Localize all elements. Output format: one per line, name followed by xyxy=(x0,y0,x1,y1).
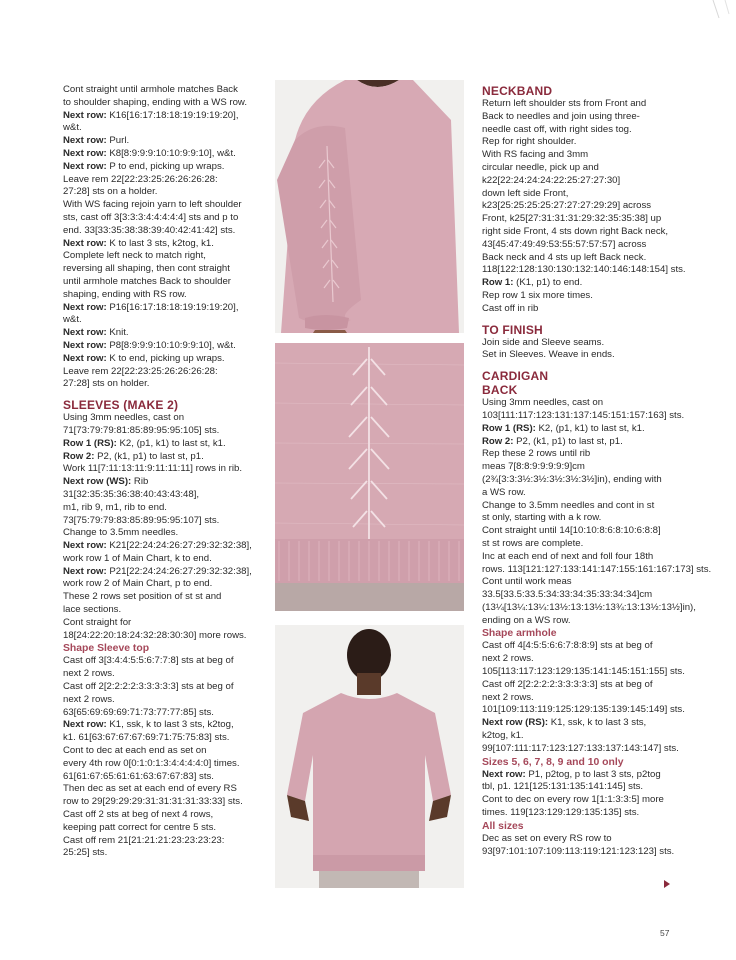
pattern-line xyxy=(63,771,263,784)
row-text: row to 29[29:29:29:31:31:31:31:33:33] sts. xyxy=(63,796,243,808)
row-text: 103[111:117:123:131:137:145:151:157:163] sts. xyxy=(482,409,685,421)
pattern-line xyxy=(63,97,263,110)
row-text: Using 3mm needles, cast on xyxy=(482,397,604,409)
row-text: rows. 113[121:127:133:141:147:155:161:167:173] sts. xyxy=(482,563,712,575)
row-text: K1, ssk, k to last 3 sts, xyxy=(548,717,647,729)
row-text: (2¾[3:3:3½:3½:3½:3½:3½]in), ending with xyxy=(482,473,662,485)
row-text: keeping patt correct for centre 5 sts. xyxy=(63,821,217,833)
row-text: K to last 3 sts, k2tog, k1. xyxy=(106,237,214,249)
pattern-line xyxy=(63,847,263,860)
row-text: Knit. xyxy=(106,327,129,339)
pattern-line xyxy=(63,199,263,212)
pattern-line xyxy=(63,732,263,745)
pattern-line xyxy=(482,409,685,423)
row-label: Next row: xyxy=(63,160,107,172)
row-label: Next row (WS): xyxy=(63,476,132,488)
pattern-line xyxy=(482,730,682,743)
pattern-line xyxy=(63,668,263,681)
row-text: 25:25] sts. xyxy=(63,847,108,859)
pattern-line xyxy=(482,149,682,162)
pattern-line xyxy=(482,679,682,692)
pattern-line xyxy=(482,576,682,589)
subsection-heading: Shape Sleeve top xyxy=(63,643,150,655)
row-label: Next row: xyxy=(63,147,107,159)
row-text: (13¼[13¼:13¼:13½:13:13½:13¾:13:13½:13½]in), xyxy=(482,601,696,613)
right-text-column xyxy=(482,84,712,858)
pattern-line xyxy=(482,461,682,474)
row-text: 73[75:79:79:83:85:89:95:95:107] sts. xyxy=(63,514,220,526)
row-text: k1. 61[63:67:67:67:69:71:75:75:83] sts. xyxy=(63,732,230,744)
row-text: k22[22:24:24:24:22:25:27:27:30] xyxy=(482,174,621,186)
row-text: P21[22:24:24:26:27:29:32:32:38], xyxy=(106,565,252,577)
row-label: Next row: xyxy=(63,135,107,147)
row-text: end. 33[33:35:38:38:39:40:42:41:42] sts. xyxy=(63,224,236,236)
row-text: 61[61:67:65:61:61:63:67:67:83] sts. xyxy=(63,770,214,782)
pattern-line xyxy=(63,110,263,123)
pattern-line xyxy=(63,186,263,199)
row-text: Rep for right shoulder. xyxy=(482,136,577,148)
pattern-line xyxy=(63,681,263,694)
row-label: Row 2: xyxy=(482,435,514,447)
row-text: K to end, picking up wraps. xyxy=(106,352,225,364)
row-text: work row 1 of Main Chart, k to end. xyxy=(63,552,212,564)
row-label: Next row: xyxy=(63,327,107,339)
pattern-line xyxy=(482,538,682,551)
pattern-line xyxy=(482,252,682,265)
row-text: ending on a WS row. xyxy=(482,614,571,626)
pattern-line xyxy=(63,463,263,476)
continue-arrow-icon xyxy=(664,880,670,888)
pattern-line xyxy=(482,563,712,577)
pattern-line xyxy=(63,353,263,366)
row-text: Rep row 1 six more times. xyxy=(482,289,593,301)
photo-sleeve-front-view xyxy=(275,80,464,333)
pattern-line xyxy=(482,213,682,226)
pattern-line xyxy=(482,717,682,730)
pattern-line xyxy=(63,327,263,340)
pattern-line xyxy=(63,502,263,515)
section-heading: SLEEVES (MAKE 2) xyxy=(63,398,179,413)
row-text: Cast off 3[3:4:4:5:5:6:7:7:8] sts at beg of xyxy=(63,655,234,667)
row-text: Cont to dec at each end as set on xyxy=(63,745,207,757)
row-text: work row 2 of Main Chart, p to end. xyxy=(63,578,213,590)
row-text: Set in Sleeves. Weave in ends. xyxy=(482,349,615,361)
pattern-line xyxy=(482,124,682,137)
row-text: K16[16:17:18:18:19:19:19:20], xyxy=(106,109,239,121)
row-text: P1, p2tog, p to last 3 sts, p2tog xyxy=(525,768,661,780)
row-label: Row 2: xyxy=(63,450,95,462)
pattern-line xyxy=(482,666,685,679)
row-text: Cont until work meas xyxy=(482,576,572,588)
pattern-line xyxy=(63,809,263,822)
row-text: 27:28] sts on a holder. xyxy=(63,186,158,198)
pattern-line xyxy=(482,833,682,846)
pattern-line xyxy=(63,758,263,771)
row-text: P16[16:17:18:18:19:19:19:20], xyxy=(106,301,239,313)
row-text: Cast off 2 sts at beg of next 4 rows, xyxy=(63,809,214,821)
photo-lace-detail-closeup xyxy=(275,343,464,611)
pattern-line xyxy=(482,226,682,239)
pattern-line xyxy=(482,448,682,461)
left-text-column xyxy=(63,84,263,860)
pattern-line xyxy=(63,122,263,135)
row-text: 105[113:117:123:129:135:141:145:151:155] sts. xyxy=(482,666,685,678)
pattern-line xyxy=(482,794,682,807)
row-text: meas 7[8:8:9:9:9:9:9]cm xyxy=(482,461,585,473)
row-text: w&t. xyxy=(63,314,82,326)
row-text: P to end, picking up wraps. xyxy=(106,160,225,172)
pattern-line xyxy=(63,540,263,553)
row-text: Inc at each end of next and foll four 18th xyxy=(482,550,654,562)
row-text: Cast off 4[4:5:5:6:6:7:8:8:9] sts at beg of xyxy=(482,640,653,652)
row-text: every 4th row 0[0:1:0:1:3:4:4:4:4:0] times. xyxy=(63,757,240,769)
row-label: Next row: xyxy=(63,301,107,313)
row-text: next 2 rows. xyxy=(482,691,534,703)
row-label: Next row: xyxy=(63,719,107,731)
pattern-line xyxy=(482,487,682,500)
pattern-line xyxy=(482,692,682,705)
row-label: Next row: xyxy=(63,565,107,577)
row-text: times. 119[123:129:129:135:135] sts. xyxy=(482,807,640,819)
pattern-line xyxy=(63,250,263,263)
pattern-line xyxy=(63,694,263,707)
pattern-line xyxy=(63,604,263,617)
row-label: Next row: xyxy=(63,339,107,351)
row-text: Cont straight for xyxy=(63,616,132,628)
pattern-line xyxy=(63,655,263,668)
row-text: a WS row. xyxy=(482,486,526,498)
pattern-line xyxy=(482,846,682,859)
pattern-line xyxy=(482,277,682,290)
row-text: Cont straight until 14[10:10:8:6:8:10:6:8:8] xyxy=(482,525,661,537)
pattern-line xyxy=(63,822,263,835)
pattern-line xyxy=(63,238,263,251)
row-text: Change to 3.5mm needles. xyxy=(63,527,179,539)
photo-back-view-model xyxy=(275,625,464,888)
row-text: K8[8:9:9:9:10:10:9:9:10], w&t. xyxy=(106,147,236,159)
row-text: 18[24:22:20:18:24:32:28:30:30] more rows. xyxy=(63,629,247,641)
pattern-line xyxy=(63,566,263,579)
pattern-line xyxy=(482,98,682,111)
subsection-heading: Shape armhole xyxy=(482,628,557,640)
row-text: 31[32:35:35:36:38:40:43:43:48], xyxy=(63,488,200,500)
row-text: Cast off 2[2:2:2:2:3:3:3:3:3] sts at beg of xyxy=(63,681,234,693)
row-text: Leave rem 22[22:23:25:26:26:26:28: xyxy=(63,365,218,377)
row-label: Next row (RS): xyxy=(482,717,549,729)
pattern-line xyxy=(482,601,696,615)
row-text: shaping, ending with RS row. xyxy=(63,288,187,300)
row-text: These 2 rows set position of st st and xyxy=(63,591,222,603)
row-text: lace sections. xyxy=(63,604,122,616)
row-text: right side Front, 4 sts down right Back neck, xyxy=(482,225,669,237)
row-label: Row 1: xyxy=(482,277,514,289)
pattern-line xyxy=(63,745,263,758)
row-label: Next row: xyxy=(482,768,526,780)
pattern-line xyxy=(63,438,263,451)
section-heading: CARDIGAN xyxy=(482,369,549,384)
pattern-line xyxy=(63,263,263,276)
pattern-line xyxy=(482,136,682,149)
pattern-line xyxy=(63,835,263,848)
pattern-line xyxy=(482,551,682,564)
pattern-line xyxy=(63,707,263,720)
pattern-line xyxy=(63,591,263,604)
pattern-line xyxy=(63,617,263,630)
row-text: Complete left neck to match right, xyxy=(63,250,206,262)
row-text: sts, cast off 3[3:3:3:4:4:4:4:4] sts and p to xyxy=(63,211,239,223)
row-text: P2, (k1, p1) to last st, p1. xyxy=(94,450,204,462)
row-label: Next row: xyxy=(63,352,107,364)
row-text: w&t. xyxy=(63,122,82,134)
row-text: down left side Front, xyxy=(482,187,569,199)
pattern-line xyxy=(482,781,682,794)
pattern-line xyxy=(63,451,263,464)
pattern-line xyxy=(482,111,682,124)
pattern-line xyxy=(482,200,682,213)
row-text: Leave rem 22[22:23:25:26:26:26:28: xyxy=(63,173,218,185)
pattern-line xyxy=(482,349,682,362)
row-text: until armhole matches Back to shoulder xyxy=(63,275,231,287)
pattern-line xyxy=(63,148,263,161)
pattern-line xyxy=(63,135,263,148)
pattern-line xyxy=(63,378,263,391)
pattern-line xyxy=(482,525,682,538)
row-text: Work 11[7:11:13:11:9:11:11:11] rows in rib. xyxy=(63,463,243,475)
row-text: Dec as set on every RS row to xyxy=(482,832,612,844)
row-text: m1, rib 9, m1, rib to end. xyxy=(63,501,167,513)
row-text: Back to needles and join using three- xyxy=(482,110,640,122)
pattern-line xyxy=(482,615,682,628)
pattern-line xyxy=(63,476,263,489)
row-text: reversing all shaping, then cont straight xyxy=(63,263,230,275)
row-text: 118[122:128:130:130:132:140:146:148:154] sts. xyxy=(482,264,686,276)
row-text: 33.5[33.5:33.5:34:33:34:35:33:34:34]cm xyxy=(482,589,653,601)
section-heading: NECKBAND xyxy=(482,84,553,98)
pattern-line xyxy=(63,314,263,327)
row-text: 99[107:111:117:123:127:133:137:143:147] sts. xyxy=(482,742,679,754)
section-heading: TO FINISH xyxy=(482,322,543,337)
row-text: to shoulder shaping, ending with a WS row. xyxy=(63,96,247,108)
row-text: next 2 rows. xyxy=(482,653,534,665)
row-text: 71[73:79:79:81:85:89:95:95:105] sts. xyxy=(63,424,220,436)
row-text: Front, k25[27:31:31:31:29:32:35:35:38] up xyxy=(482,213,662,225)
row-text: Then dec as set at each end of every RS xyxy=(63,783,237,795)
pattern-line xyxy=(482,175,682,188)
pattern-line xyxy=(63,783,263,796)
row-text: Change to 3.5mm needles and cont in st xyxy=(482,499,655,511)
pattern-line xyxy=(63,719,263,732)
pattern-line xyxy=(482,743,682,756)
pattern-line xyxy=(63,161,263,174)
row-text: (K1, p1) to end. xyxy=(513,277,583,289)
pattern-line xyxy=(482,769,682,782)
row-text: needle cast off, with right sides tog. xyxy=(482,123,632,135)
pattern-line xyxy=(482,640,682,653)
pattern-line xyxy=(482,162,682,175)
subsection-heading: Sizes 5, 6, 7, 8, 9 and 10 only xyxy=(482,756,624,768)
pattern-line xyxy=(482,807,682,820)
pattern-line xyxy=(63,489,263,502)
row-text: K1, ssk, k to last 3 sts, k2tog, xyxy=(106,719,234,731)
row-text: Cast off 2[2:2:2:2:3:3:3:3:3] sts at beg of xyxy=(482,678,653,690)
row-text: Return left shoulder sts from Front and xyxy=(482,98,647,109)
row-text: Join side and Sleeve seams. xyxy=(482,336,605,348)
row-text: k23[25:25:25:25:27:27:27:29:29] across xyxy=(482,200,652,212)
pattern-line xyxy=(482,290,682,303)
pattern-line xyxy=(63,366,263,379)
row-text: 27:28] sts on holder. xyxy=(63,378,150,390)
row-text: 101[109:113:119:125:129:135:139:145:149] sts. xyxy=(482,704,685,716)
pattern-line xyxy=(63,578,263,591)
section-heading: BACK xyxy=(482,383,518,398)
row-text: Rib xyxy=(131,476,149,488)
pattern-line xyxy=(63,212,263,225)
row-text: With WS facing rejoin yarn to left shoulder xyxy=(63,199,242,211)
pattern-line xyxy=(482,264,686,277)
row-text: st st rows are complete. xyxy=(482,537,584,549)
pattern-line xyxy=(63,553,263,566)
pattern-line xyxy=(63,527,263,540)
row-text: k2tog, k1. xyxy=(482,730,524,742)
row-label: Next row: xyxy=(63,540,107,552)
pattern-line xyxy=(63,340,263,353)
row-label: Row 1 (RS): xyxy=(482,422,536,434)
pattern-line xyxy=(482,239,682,252)
row-text: 93[97:101:107:109:113:119:121:123:123] sts. xyxy=(482,845,675,857)
pattern-line xyxy=(63,515,263,528)
pattern-line xyxy=(482,436,682,449)
row-label: Next row: xyxy=(63,237,107,249)
row-text: Using 3mm needles, cast on xyxy=(63,412,185,424)
pattern-line xyxy=(482,337,682,350)
pattern-line xyxy=(482,653,682,666)
row-text: next 2 rows. xyxy=(63,668,115,680)
row-text: circular needle, pick up and xyxy=(482,161,599,173)
pattern-line xyxy=(63,289,263,302)
pattern-line xyxy=(63,796,263,809)
pattern-line xyxy=(63,425,263,438)
page-number: 57 xyxy=(660,928,670,938)
row-text: Cast off rem 21[21:21:21:23:23:23:23: xyxy=(63,834,225,846)
subsection-heading: All sizes xyxy=(482,820,524,832)
row-text: 43[45:47:49:49:53:55:57:57:57] across xyxy=(482,238,647,250)
pattern-line xyxy=(482,704,685,717)
pattern-line xyxy=(482,500,682,513)
row-text: K2, (p1, k1) to last st, k1. xyxy=(535,422,645,434)
row-label: Row 1 (RS): xyxy=(63,437,117,449)
row-text: Cont straight until armhole matches Back xyxy=(63,84,238,95)
pattern-line xyxy=(482,474,682,487)
row-text: P8[8:9:9:9:10:10:9:9:10], w&t. xyxy=(106,339,236,351)
pattern-line xyxy=(482,423,682,436)
row-text: P2, (k1, p1) to last st, p1. xyxy=(513,435,623,447)
pattern-line xyxy=(482,397,682,410)
pattern-line xyxy=(63,412,263,425)
pattern-line xyxy=(63,302,263,315)
row-text: tbl, p1. 121[125:131:135:141:145] sts. xyxy=(482,781,644,793)
row-text: 63[65:69:69:69:71:73:77:77:85] sts. xyxy=(63,706,214,718)
row-text: next 2 rows. xyxy=(63,693,115,705)
pattern-line xyxy=(482,512,682,525)
row-text: K2, (p1, k1) to last st, k1. xyxy=(116,437,226,449)
pattern-line xyxy=(63,84,263,97)
row-text: Cont to dec on every row 1[1:1:3:3:5] more xyxy=(482,794,664,806)
row-text: Rep these 2 rows until rib xyxy=(482,448,591,460)
pattern-line xyxy=(482,188,682,201)
pattern-line xyxy=(482,589,682,602)
row-label: Next row: xyxy=(63,109,107,121)
pattern-line xyxy=(63,174,263,187)
row-text: Purl. xyxy=(106,135,130,147)
row-text: With RS facing and 3mm xyxy=(482,149,589,161)
row-text: K21[22:24:24:26:27:29:32:32:38], xyxy=(106,540,252,552)
pattern-line xyxy=(63,276,263,289)
pattern-line xyxy=(63,630,263,643)
corner-decoration xyxy=(705,0,736,60)
pattern-line xyxy=(482,303,682,316)
row-text: Back neck and 4 sts up left Back neck. xyxy=(482,251,647,263)
row-text: Cast off in rib xyxy=(482,302,539,314)
pattern-line xyxy=(63,225,263,238)
row-text: st only, starting with a k row. xyxy=(482,512,602,524)
